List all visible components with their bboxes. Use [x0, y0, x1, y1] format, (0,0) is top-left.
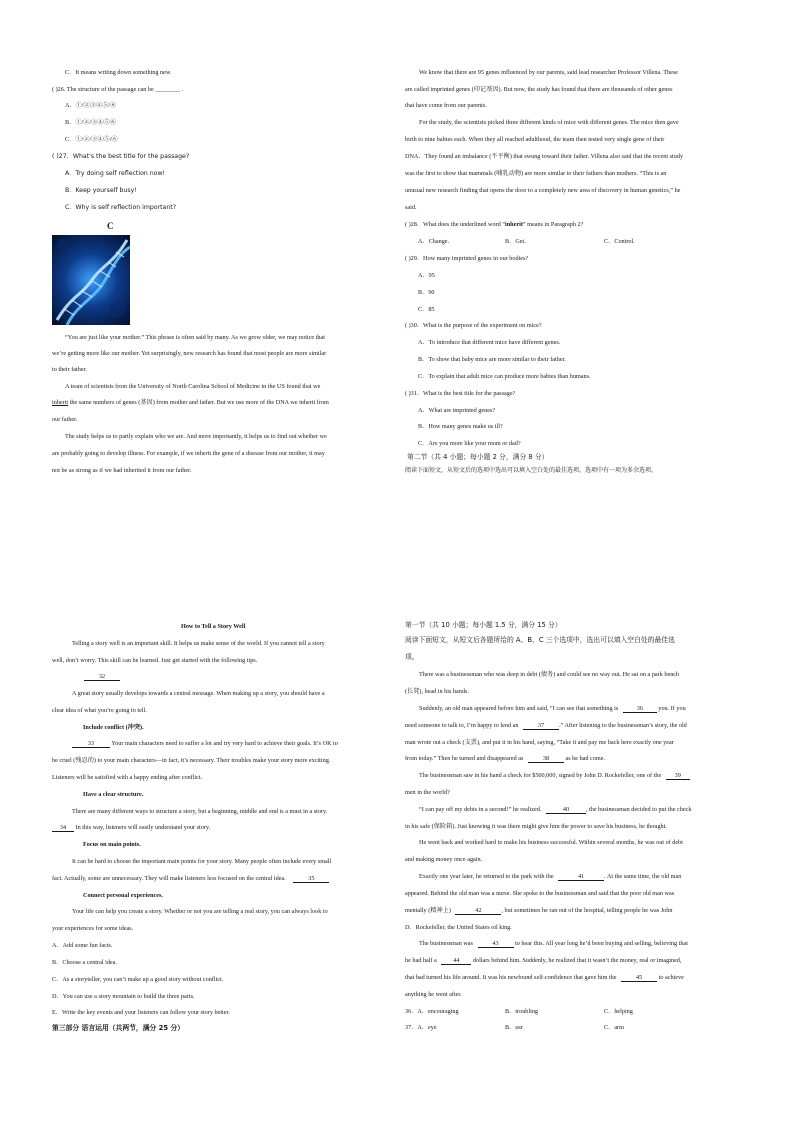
blank-42: 42	[455, 908, 501, 915]
option-31-a: A．What are imprinted genes?	[418, 407, 496, 414]
question-36-option-b: B．troubling	[505, 1008, 539, 1015]
option-27-b: B．Keep yourself busy!	[65, 187, 137, 194]
option-26-b: B．①/②/③④⑤⑥	[65, 119, 116, 126]
option-28-c: C．Control.	[604, 238, 635, 245]
story-p2-l2: clear idea of what you’re going to tell.	[52, 707, 147, 714]
dna-helix-icon	[52, 235, 130, 325]
passage-c-p5-l1: For the study, the scientists picked three different kinds of mice with different genes. The mice then gave	[419, 119, 679, 126]
passage-c-p3-l3: not be as strong as if we had inherited it from our father.	[52, 467, 192, 474]
story-p3-l3: Listeners will be satisfied with a happy ending after conflict.	[52, 774, 203, 781]
cloze-p7-l4: anything he went after.	[405, 991, 462, 998]
question-29: ( )29．How many imprinted genes in our bodies?	[405, 255, 529, 262]
story-p6-l1: Your life can help you create a story. Whether or not you are telling a real story, you can always look to	[72, 908, 328, 915]
cloze-p2-l4: from today.” Then he turned and disappeared as 38 as he had come.	[405, 755, 605, 762]
cloze-p6-l3: mentally (精神上) 42 , but sometimes he ran out of the hospital, telling people he was John	[405, 907, 673, 914]
cloze-p2-l1: Suddenly, an old man appeared before him and said, “I can see that something is 36 you. If you	[419, 705, 686, 712]
blank-38: 38	[528, 756, 564, 763]
cloze-p6-l1: Exactly one year later, he returned to the park with the 41 . At the same time, the old man	[419, 873, 682, 880]
option-e: E．Write the key events and your listeners can follow your story better.	[52, 1009, 230, 1016]
blank-35: 35	[293, 876, 329, 883]
cloze-p4-l1: “I can pay off my debts in a second!” he realized. 40 , the businessman decided to put the check	[419, 806, 692, 813]
section-1-heading: 第一节（共 10 小题；每小题 1.5 分，满分 15 分）	[405, 621, 562, 629]
passage-c-p3-l2: are probably going to develop illness. For example, if we inherit the gene of a disease from our mother, it may	[52, 450, 325, 457]
cloze-p7-l2: he had half a 44 dollars behind him. Suddenly, he realized that it wasn’t the money, real or imagined,	[405, 957, 682, 964]
cloze-p6-l4: D．Rockefeller, the United States oil king.	[405, 924, 512, 931]
question-28: ( )28．What does the underlined word “inherit” means in Paragraph 2?	[405, 221, 584, 228]
option-28-b: B．Get.	[505, 238, 526, 245]
passage-c-heading: C	[107, 221, 114, 231]
passage-c-p5-l3: DNA．They found an imbalance (不平衡) that swung toward their father. Villena also said that the recent study	[405, 153, 684, 160]
story-p5-l1: It can be hard to choose the important main points for your story. Many people often include every small	[72, 858, 332, 865]
tip-heading-conflict: Include conflict (冲突).	[83, 724, 144, 731]
tip-heading-structure: Have a clear structure.	[83, 791, 144, 798]
cloze-p3-l1: The businessman saw in his hand a check for $500,000, signed by John D. Rockefeller, one of the 39	[419, 773, 690, 780]
story-title: How to Tell a Story Well	[181, 623, 246, 630]
passage-c-p5-l5: unusual new research finding that opens the door to a completely new area of discovery in human genetics,” he	[405, 187, 681, 194]
passage-c-p2-l2: inherit the same numbers of genes (基因) from mother and father. But we use more of the DNA we inherit from	[52, 399, 329, 406]
passage-c-p3-l1: The study helps us to partly explain who we are. And more importantly, it helps us to find out whether we	[65, 433, 327, 440]
section-1-instructions-l1: 阅读下面短文，从短文后各题所给的 A、B、C 三个选项中，选出可以填入空白处的最佳选	[405, 636, 675, 644]
passage-c-p4-l3: that have come from our parents.	[405, 102, 487, 109]
option-d: D．You can use a story mountain to build the three parts.	[52, 993, 195, 1000]
question-37-option-a: 37．A．eye	[405, 1024, 437, 1031]
question-26: ( )26. The structure of the passage can be ________ .	[52, 86, 184, 93]
option-b: B．Choose a central idea.	[52, 959, 117, 966]
question-36-option-a: 36．A．encouraging	[405, 1008, 459, 1015]
cloze-p1-l1: There was a businessman who was deep in debt (债务) and could see no way out. He sat on a park bench	[419, 671, 680, 678]
option-27-a: A．Try doing self reflection now!	[65, 170, 165, 177]
cloze-p2-l3: man wrote out a check (支票), and put it in his hand, saying, “Take it and pay me back here exactly one year	[405, 739, 674, 746]
story-p6-l2: your experiences for some ideas.	[52, 925, 134, 932]
dna-helix-image	[52, 235, 130, 325]
cloze-p6-l2: appeared. Behind the old man was a nurse. She spoke to the businessman and said that the poor old man was	[405, 890, 675, 897]
passage-c-p2-l1: A team of scientists from the University of North Carolina School of Medicine in the US found that we	[65, 383, 321, 390]
passage-c-p1-l2: we’re getting more like our mother. Yet surprisingly, new research has found that most people are more similar	[52, 350, 327, 357]
story-p4-l1: There are many different ways to structure a story, but a beginning, middle and end is a must in a story.	[72, 808, 328, 815]
cloze-p3-l2: men in the world?	[405, 789, 450, 796]
option-29-b: B．90	[418, 289, 435, 296]
cloze-p5-l1: He went back and worked hard to make his business successful. Within several months, he was out of debt	[419, 839, 683, 846]
option-30-b: B．To show that baby mice are more similar to their father.	[418, 356, 566, 363]
cloze-p7-l1: The businessman was 43 to hear this. All year long he’d been buying and selling, believing that	[419, 940, 688, 947]
option-26-a: A．①/②③④⑤/⑥	[65, 102, 117, 109]
option-30-c: C．To explain that adult mice can produce more babies than humans.	[418, 373, 591, 380]
part-3-heading: 第三部分 语言运用（共两节，满分 25 分）	[52, 1024, 185, 1032]
blank-43: 43	[478, 941, 514, 948]
story-p2-l1: A great story usually develops towards a central message. When making up a story, you should have a	[72, 690, 325, 697]
option-c: C．As a storyteller, you can’t make up a good story without conflict.	[52, 976, 224, 983]
story-p1-l1: Telling a story well is an important skill. It helps us make sense of the world. If you cannot tell a story	[72, 640, 325, 647]
option-28-a: A．Change.	[418, 238, 450, 245]
passage-c-p1-l3: to their father.	[52, 366, 87, 373]
option-27-c: C．Why is self reflection important?	[65, 204, 176, 211]
story-p3-l1: 33 Your main characters need to suffer a lot and try very hard to achieve their goals. It’s OK to	[72, 741, 338, 748]
underlined-word-inherit: inherit	[52, 399, 69, 406]
option-29-a: A．95	[418, 272, 435, 279]
blank-41: 41	[558, 874, 604, 881]
cloze-p1-l2: (长凳), head in his hands.	[405, 688, 469, 695]
option-31-b: B．How many genes make us ill?	[418, 423, 503, 430]
blank-34: 34	[52, 825, 74, 832]
passage-c-p2-l3: our father.	[52, 416, 78, 423]
option-29-c: C．85	[418, 306, 435, 313]
blank-37: 37	[523, 723, 559, 730]
question-37-option-c: C．arm	[604, 1024, 624, 1031]
blank-45: 45	[621, 975, 657, 982]
option-31-c: C．Are you more like your mom or dad?	[418, 440, 521, 447]
story-p4-l2: 34 In this way, listeners will easily understand your story.	[52, 825, 210, 832]
section-2-heading: 第二节（共 4 小题；每小题 2 分，满分 8 分）	[407, 453, 549, 461]
cloze-p2-l2: need someone to talk to, I’m happy to lend an 37 .” After listening to the businessman’s story, the old	[405, 722, 687, 729]
blank-40: 40	[546, 807, 586, 814]
blank-33: 33	[72, 741, 110, 748]
question-30: ( )30．What is the purpose of the experiment on mice?	[405, 322, 542, 329]
passage-c-p5-l2: birth to nine babies each. When they all reached adulthood, the team then tested very single gene of their	[405, 136, 665, 143]
passage-c-p5-l4: was the first to show that mammals (哺乳动物) are more similar to their fathers than mothers. “This is an	[405, 170, 667, 177]
cloze-p7-l3: that had turned his life around. It was his newfound self-confidence that gave him the 45 to achieve	[405, 974, 684, 981]
blank-44: 44	[441, 958, 471, 965]
blank-39: 39	[666, 773, 690, 780]
blank-32: 32	[84, 674, 120, 681]
option-a: A．Add some fun facts.	[52, 942, 113, 949]
tip-heading-focus: Focus on main points.	[83, 841, 141, 848]
question-36-option-c: C．helping	[604, 1008, 633, 1015]
section-1-instructions-l2: 项。	[405, 653, 419, 661]
option-26-c-prev: C．It means writing down something new.	[65, 69, 172, 76]
question-31: ( )31．What is the best title for the passage?	[405, 390, 516, 397]
option-30-a: A．To introduce that different mice have different genes.	[418, 339, 561, 346]
option-26-c: C．①/②/③④⑤/⑥	[65, 136, 118, 143]
story-p3-l2: be cruel (残忍的) to your main characters—in fact, it’s necessary. Their troubles make your story more exciting.	[52, 757, 331, 764]
passage-c-p4-l2: are called imprinted genes (印记基因). But now, the study has found that there are thousands of other genes	[405, 86, 673, 93]
cloze-p4-l2: in his safe (保险箱). Just knowing it was there might give him the power to save his business, he thought.	[405, 823, 667, 830]
blank-36: 36	[623, 706, 657, 713]
passage-c-p4-l1: We know that there are 95 genes influenced by our parents, said lead researcher Professor Villena. These	[419, 69, 679, 76]
story-p1-l2: well, don’t worry. This skill can be learned. Just get started with the following tips.	[52, 657, 258, 664]
tip-heading-experiences: Connect personal experiences.	[83, 892, 163, 899]
story-p5-l2: fact. Actually, some are unnecessary. They will make listeners less focused on the central idea. 35	[52, 876, 329, 883]
cloze-p5-l2: and making money once again.	[405, 856, 483, 863]
question-37-option-b: B．ear	[505, 1024, 523, 1031]
question-27: ( )27．What's the best title for the passage?	[52, 153, 190, 160]
passage-c-p1-l1: “You are just like your mother.” This phrase is often said by many. As we grow older, we may notice that	[65, 334, 325, 341]
passage-c-p5-l6: said.	[405, 204, 417, 211]
section-2-instructions: 阅读下面短文，从短文后的选项中选出可以填入空白处的最佳选项。选项中有一项为多余选项。	[405, 467, 658, 474]
